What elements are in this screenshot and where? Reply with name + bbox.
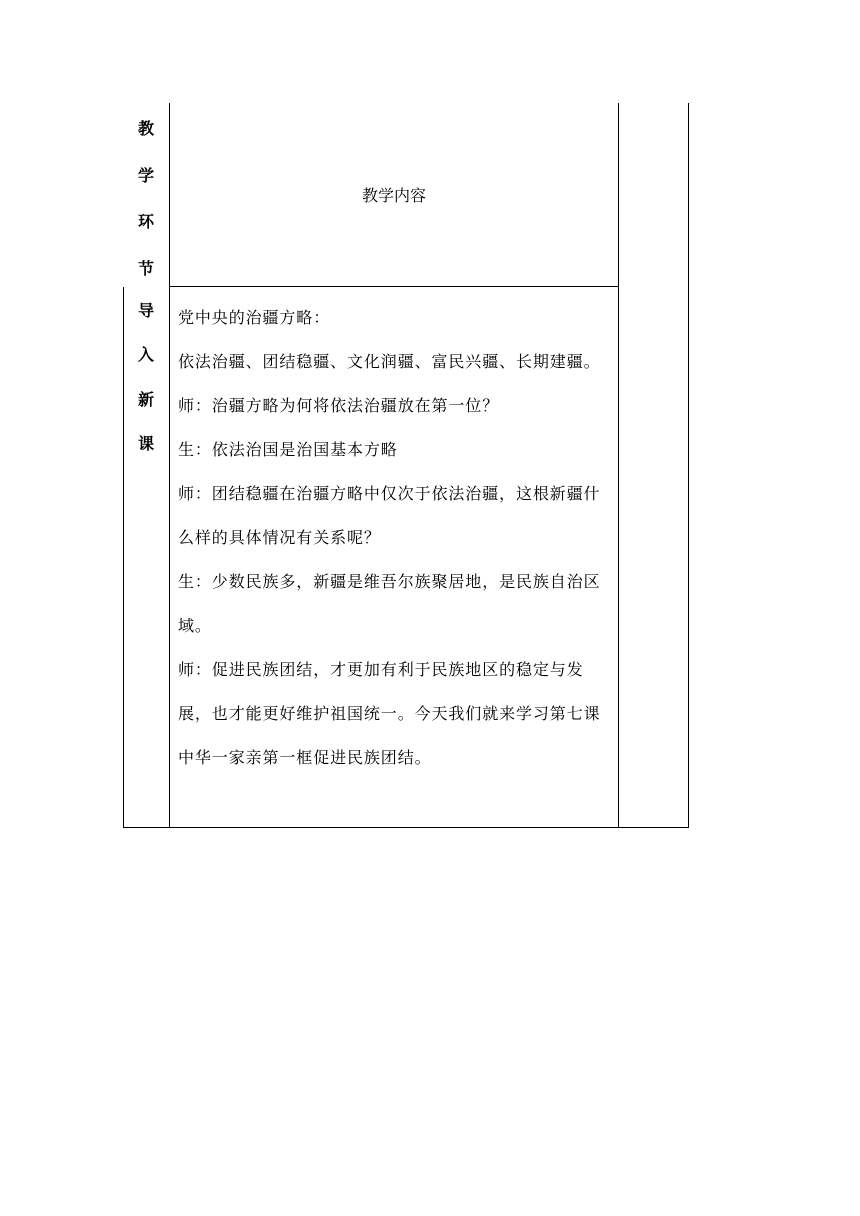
content-paragraph: 师：治疆方略为何将依法治疆放在第一位？ (178, 396, 500, 415)
row-section-char: 新 (137, 389, 154, 409)
table-row-divider (169, 286, 619, 287)
content-paragraph: 依法治疆、团结稳疆、文化润疆、富民兴疆、长期建疆。 (178, 352, 601, 371)
table-divider-notes (618, 103, 619, 828)
content-paragraph: 师：促进民族团结，才更加有利于民族地区的稳定与发展，也才能更好维护祖国统一。今天我们就来学习第七课中华一家亲第一框促进民族团结。 (178, 660, 601, 767)
content-paragraph: 师：团结稳疆在治疆方略中仅次于依法治疆，这根新疆什么样的具体情况有关系呢？ (178, 484, 601, 547)
row-section-char: 课 (137, 433, 154, 453)
header-section-char: 学 (137, 165, 154, 185)
content-paragraph: 生：依法治国是治国基本方略 (178, 440, 398, 459)
row-section-char: 导 (137, 301, 154, 320)
table-border-bottom (123, 827, 689, 828)
row-section-char: 入 (137, 345, 154, 365)
row-section-label (123, 301, 169, 454)
content-paragraph: 党中央的治疆方略： (178, 308, 331, 327)
header-section-char: 环 (137, 212, 154, 232)
header-section-label (123, 119, 169, 279)
header-section-char: 教 (137, 119, 154, 138)
lesson-content (178, 296, 612, 780)
content-column-header: 教学内容 (361, 186, 426, 205)
header-section-char: 节 (137, 258, 154, 278)
table-divider-section (169, 103, 170, 828)
content-paragraph: 生：少数民族多，新疆是维吾尔族聚居地，是民族自治区域。 (178, 572, 601, 635)
table-border-right (688, 103, 689, 828)
